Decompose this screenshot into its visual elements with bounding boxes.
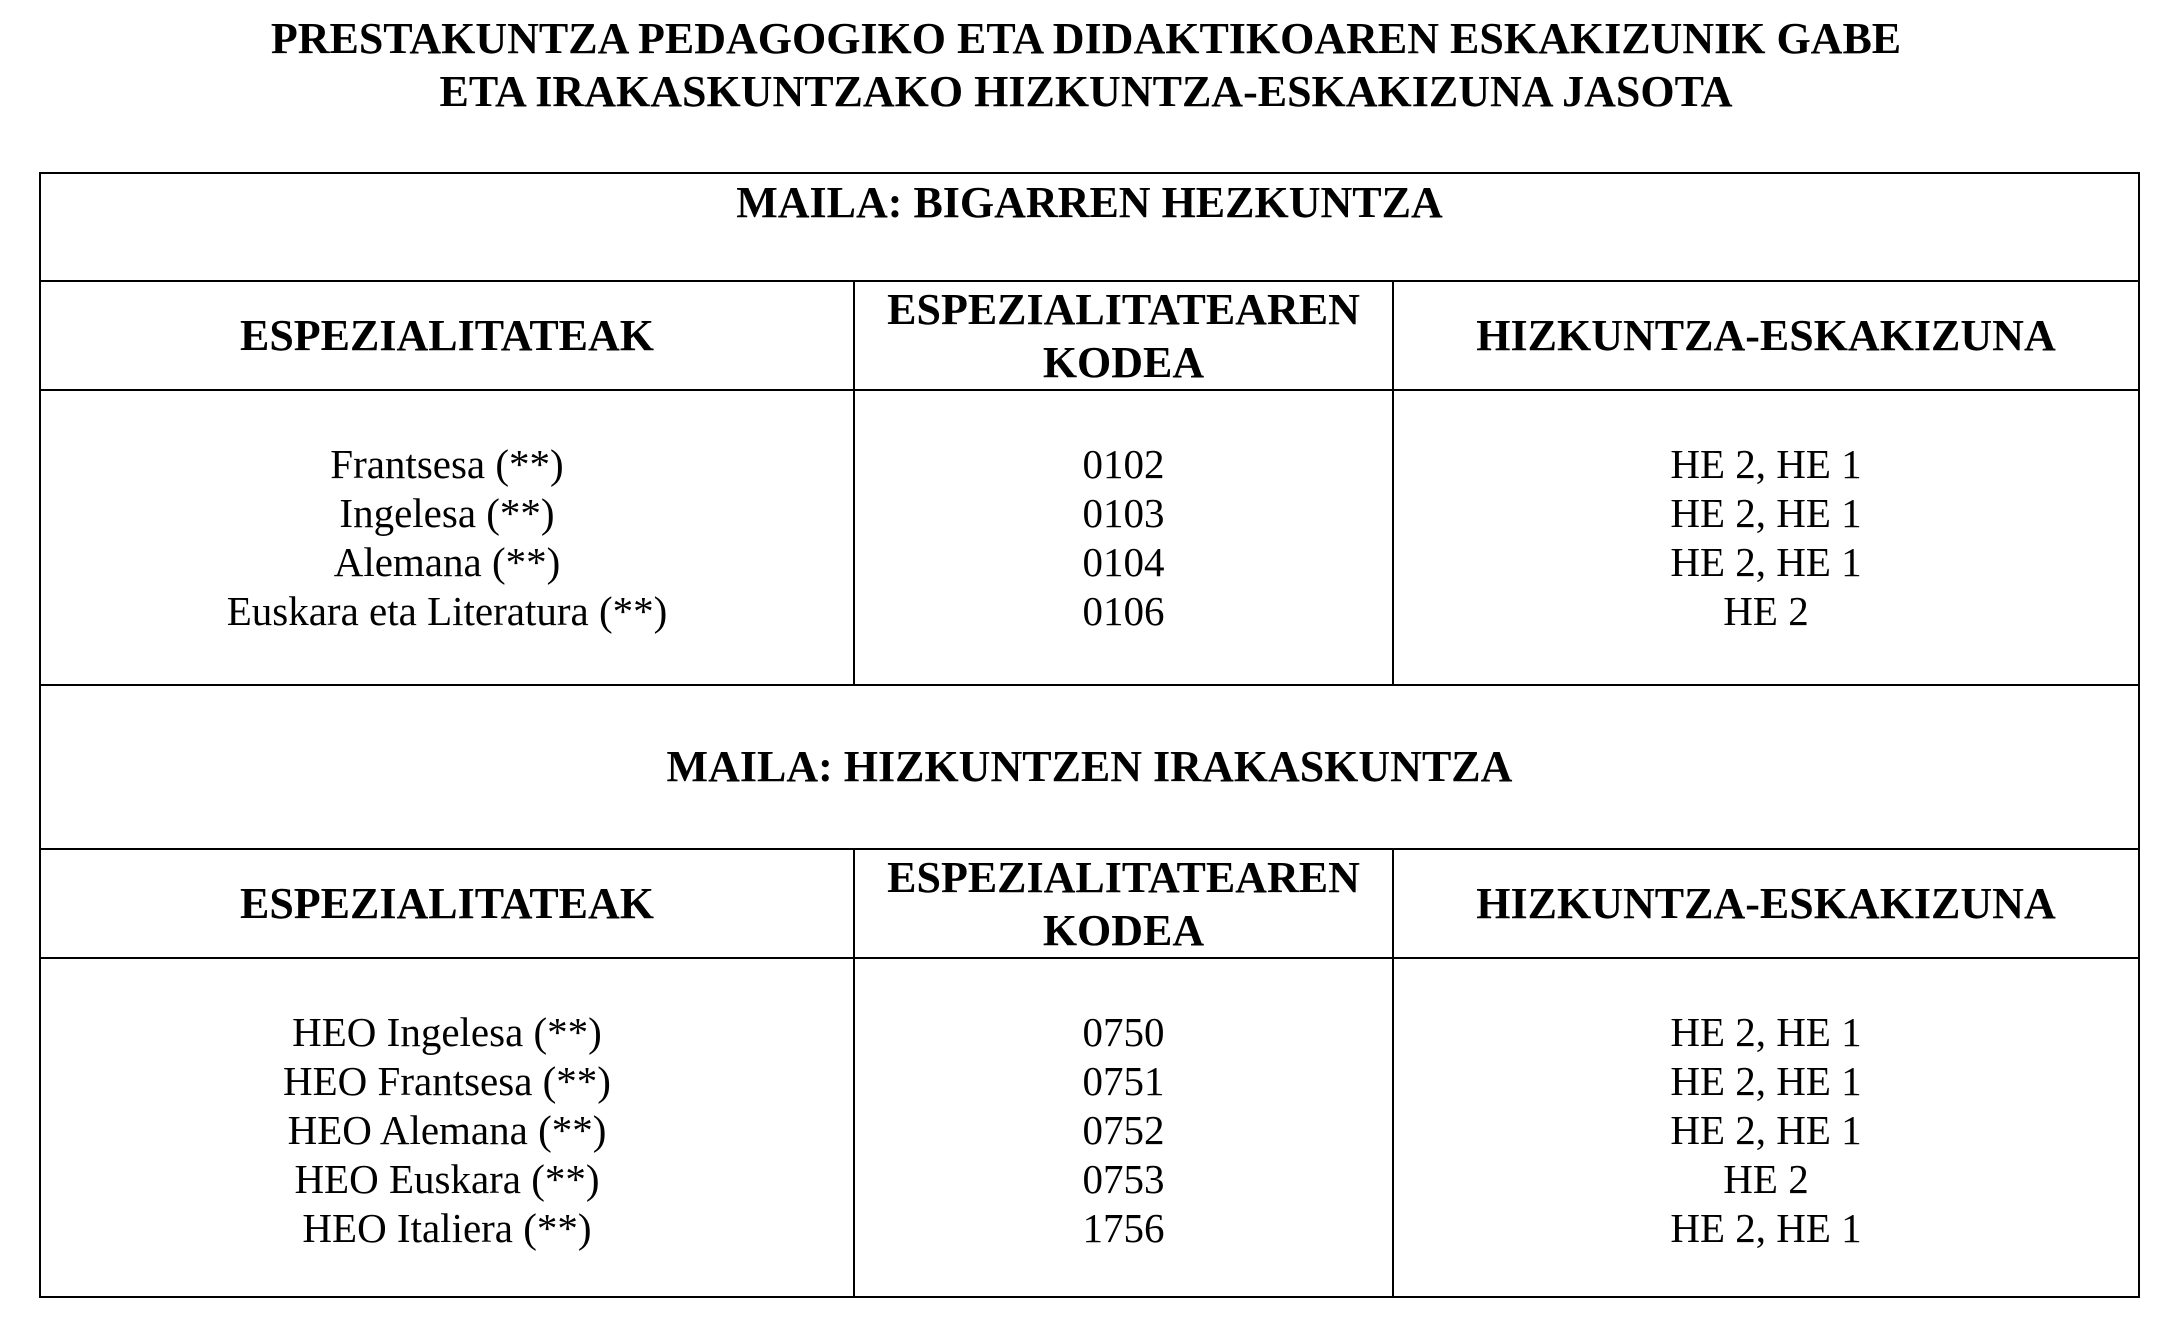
code-cell: 0103 bbox=[1082, 490, 1165, 536]
header-code-line-2: KODEA bbox=[1042, 905, 1205, 955]
specialty-list bbox=[41, 1008, 853, 1253]
header-specialties: ESPEZIALITATEAK bbox=[239, 878, 655, 928]
table-divider bbox=[39, 389, 2140, 391]
code-list bbox=[855, 440, 1392, 636]
specialty-cell: HEO Euskara (**) bbox=[294, 1156, 600, 1202]
specialty-cell: HEO Frantsesa (**) bbox=[283, 1058, 611, 1104]
document-title-line-1: PRESTAKUNTZA PEDAGOGIKO ETA DIDAKTIKOAREN ESKAKIZUNIK GABE bbox=[270, 14, 1902, 63]
code-cell: 0752 bbox=[1082, 1107, 1165, 1153]
specialty-cell: HEO Ingelesa (**) bbox=[292, 1009, 602, 1055]
specialty-list bbox=[41, 440, 853, 636]
requirement-cell: HE 2, HE 1 bbox=[1670, 1058, 1862, 1104]
specialty-cell: HEO Alemana (**) bbox=[287, 1107, 607, 1153]
header-specialties: ESPEZIALITATEAK bbox=[239, 310, 655, 360]
requirement-cell: HE 2, HE 1 bbox=[1670, 1009, 1862, 1055]
level-heading-secondary: MAILA: BIGARREN HEZKUNTZA bbox=[736, 178, 1443, 227]
header-code-line-1: ESPEZIALITATEAREN bbox=[887, 852, 1360, 902]
code-cell: 0750 bbox=[1082, 1009, 1165, 1055]
header-language-requirement: HIZKUNTZA-ESKAKIZUNA bbox=[1476, 310, 2056, 360]
header-code-line-2: KODEA bbox=[1042, 337, 1205, 387]
document-title-line-2: ETA IRAKASKUNTZAKO HIZKUNTZA-ESKAKIZUNA JASOTA bbox=[439, 67, 1733, 116]
level-heading-languages: MAILA: HIZKUNTZEN IRAKASKUNTZA bbox=[666, 742, 1513, 791]
code-cell: 1756 bbox=[1082, 1205, 1165, 1251]
specialty-cell: Ingelesa (**) bbox=[339, 490, 555, 536]
requirement-cell: HE 2, HE 1 bbox=[1670, 1107, 1862, 1153]
code-list bbox=[855, 1008, 1392, 1253]
requirement-list bbox=[1394, 1008, 2138, 1253]
requirement-list bbox=[1394, 440, 2138, 636]
requirement-cell: HE 2 bbox=[1723, 1156, 1809, 1202]
code-cell: 0753 bbox=[1082, 1156, 1165, 1202]
specialty-cell: Alemana (**) bbox=[333, 539, 561, 585]
specialty-cell: HEO Italiera (**) bbox=[302, 1205, 592, 1251]
requirement-cell: HE 2, HE 1 bbox=[1670, 1205, 1862, 1251]
requirement-cell: HE 2, HE 1 bbox=[1670, 441, 1862, 487]
specialty-cell: Euskara eta Literatura (**) bbox=[226, 588, 668, 634]
requirement-cell: HE 2, HE 1 bbox=[1670, 490, 1862, 536]
code-cell: 0104 bbox=[1082, 539, 1165, 585]
header-code bbox=[855, 850, 1392, 957]
code-cell: 0106 bbox=[1082, 588, 1165, 634]
header-code-line-1: ESPEZIALITATEAREN bbox=[887, 284, 1360, 334]
table-divider bbox=[39, 957, 2140, 959]
header-code bbox=[855, 282, 1392, 389]
code-cell: 0102 bbox=[1082, 441, 1165, 487]
requirement-cell: HE 2, HE 1 bbox=[1670, 539, 1862, 585]
requirement-cell: HE 2 bbox=[1723, 588, 1809, 634]
header-language-requirement: HIZKUNTZA-ESKAKIZUNA bbox=[1476, 878, 2056, 928]
specialty-cell: Frantsesa (**) bbox=[330, 441, 564, 487]
code-cell: 0751 bbox=[1082, 1058, 1165, 1104]
